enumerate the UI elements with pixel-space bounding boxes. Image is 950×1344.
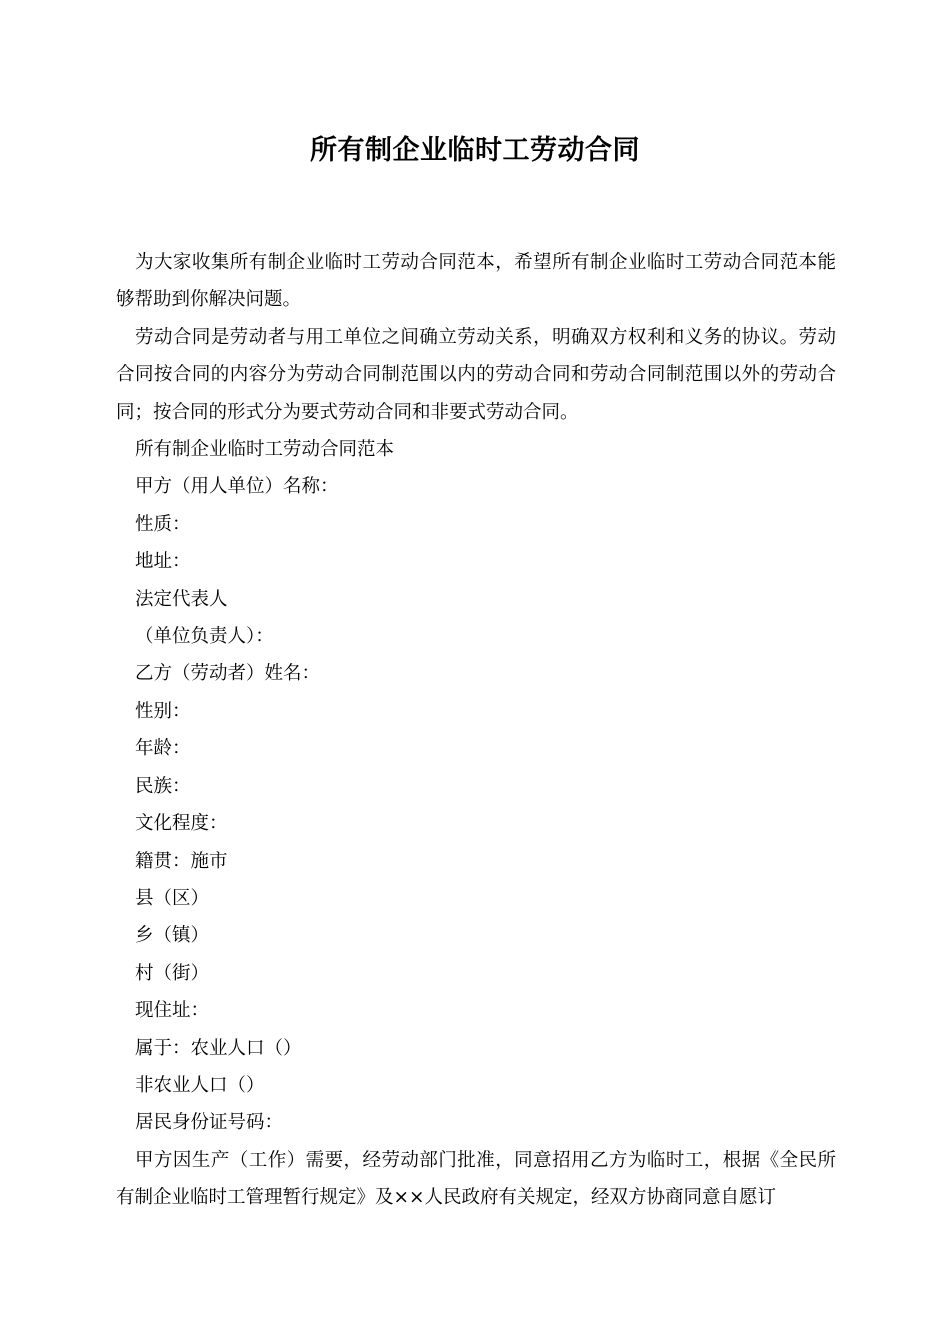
field-party-a-name: 甲方（用人单位）名称： <box>135 476 339 498</box>
field-gender: 性别： <box>135 700 191 722</box>
field-age: 年龄： <box>135 738 191 760</box>
field-nature: 性质： <box>135 513 191 535</box>
field-township: 乡（镇） <box>135 925 210 947</box>
field-ethnicity: 民族： <box>135 775 191 797</box>
field-non-agricultural-population: 非农业人口（） <box>135 1074 265 1096</box>
document-title: 所有制企业临时工劳动合同 <box>310 135 640 166</box>
field-current-address: 现住址： <box>135 1000 210 1022</box>
field-education: 文化程度： <box>135 813 228 835</box>
paragraph-agreement: 甲方因生产（工作）需要，经劳动部门批准，同意招用乙方为临时工，根据《全民所有制企业临时工管理暂行规定》及××人民政府有关规定，经双方协商同意自愿订 <box>116 1149 836 1209</box>
field-native-place: 籍贯：施市 <box>135 850 228 872</box>
field-agricultural-population: 属于：农业人口（） <box>135 1037 302 1059</box>
paragraph-intro: 为大家收集所有制企业临时工劳动合同范本，希望所有制企业临时工劳动合同范本能够帮助到你解决问题。 <box>116 252 836 311</box>
field-county: 县（区） <box>135 887 210 909</box>
paragraph-definition: 劳动合同是劳动者与用工单位之间确立劳动关系，明确双方权利和义务的协议。劳动合同按合同的内容分为劳动合同制范围以内的劳动合同和劳动合同制范围以外的劳动合同；按合同的形式分为要式劳动合同和非要式劳动合同。 <box>116 326 836 423</box>
document-body <box>116 244 836 1217</box>
field-legal-representative: 法定代表人 <box>135 588 228 610</box>
field-id-number: 居民身份证号码： <box>135 1112 284 1134</box>
field-address: 地址： <box>135 551 191 573</box>
field-party-b-name: 乙方（劳动者）姓名： <box>135 663 321 685</box>
paragraph-template-heading: 所有制企业临时工劳动合同范本 <box>135 439 395 461</box>
field-village: 村（街） <box>135 962 210 984</box>
field-unit-leader: （单位负责人）： <box>135 626 274 648</box>
